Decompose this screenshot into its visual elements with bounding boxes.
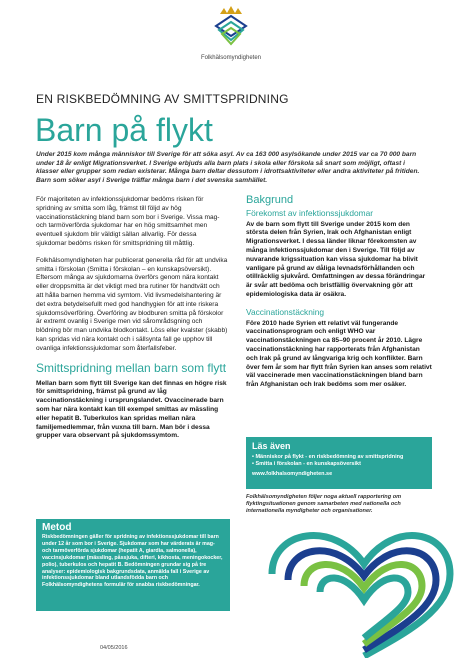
section-heading-bakgrund: Bakgrund [246, 194, 294, 206]
las-aven-website-link[interactable]: www.folkhalsomyndigheten.se [252, 471, 333, 477]
right-paragraph-1: Av de barn som flytt till Sverige under 2015 kom den största delen från Syrien, Irak och Afghanistan enligt Migrationsverket. I dessa länder liknar förekomsten av många infektionssjukdomar den i Sverige. Till följd av nuvarande krigssituation kan vissa sjukdomar ha blivit vanligare på grund av dåliga levnadsförhållanden och otillräcklig sjukvård. Omfattningen av dessa förändringar är svår att bedöma och bristfällig övervakning gör att epidemiologiska data är osäkra. [246, 220, 426, 298]
metod-text: Riskbedömningen gäller för spridning av infektionssjukdomar till barn under 12 år som bor i Sverige. Sjukdomar som har värderats är mag- och tarmöverförda sjukdomar (hepatit A, giardia, salmonella), vaccinsjukdomar (mässling, påssjuka, difteri, kikhosta, meningokocker, polio), tuberkulos och hepatit B. Bedömningen grundar sig på tre analyser: epidemiologisk bakgrundsdata, anmälda fall i Sverige av infektionssjukdomar bland utlandsfödda barn och Folkhälsomyndighetens formulär för snabba riskbedömningar. [42, 534, 223, 589]
crown-heart-logo-icon [206, 4, 256, 54]
footnote-text: Folkhälsomyndigheten följer noga aktuell rapportering om flyktingsituationen genom samarbeten med nationella och internationella myndigheter och organisationer. [246, 494, 402, 514]
las-aven-box [246, 437, 432, 489]
logo [188, 4, 274, 74]
left-paragraph-1: För majoriteten av infektionssjukdomar bedöms risken för spridning av smitta som låg, främst till följd av hög vaccinationstäckning bland barn som bor i Sverige. Vissa mag- och tarmöverförda sjukdomar har en hög smittsamhet men eventuell sjukdom blir väldigt sällan allvarlig. För dessa sjukdomar bedöms risken för smittspridning till måttlig. [36, 196, 220, 247]
subheading-forekomst: Förekomst av infektionssjukdomar [246, 207, 374, 218]
heart-decoration-icon [264, 510, 454, 658]
right-column [246, 196, 432, 398]
page-title: Barn på flykt [35, 112, 213, 148]
las-aven-link-2[interactable]: • Smitta i förskolan - en kunskapsöversikt [252, 461, 361, 467]
ingress-text: Under 2015 kom många människor till Sverige för att söka asyl. Av ca 163 000 asylsökande under 2015 var ca 70 000 barn under 18 år enligt Migrationsverket. I Sverige erbjuds alla barn plats i skola eller förskola så snart som möjligt, oftast i klasser eller grupper som redan existerar. Många barn deltar dessutom i idrottsaktiviteter eller andra aktiviteter på fritiden. Barn som söker asyl i Sverige träffar många barn i det svenska samhället. [36, 151, 420, 184]
section-heading-smittspridning: Smittspridning mellan barn som flytt [36, 360, 227, 375]
metod-heading: Metod [42, 522, 72, 533]
kicker-heading: EN RISKBEDÖMNING AV SMITTSPRIDNING [36, 92, 289, 106]
left-paragraph-3: Mellan barn som flytt till Sverige kan det finnas en högre risk för smittspridning, främst på grund av låg vaccinationstäckning i ursprungslandet. Ovaccinerade barn som har nära kontakt kan till exempel smittas av mässling eller hepatit B. Tuberkulos kan spridas mellan nära familjemedlemmar, från vuxna till barn. Man bör i dessa grupper vara observant på sjukdomssymtom. [36, 379, 227, 440]
metod-box [36, 519, 230, 611]
left-paragraph-2: Folkhälsomyndigheten har publicerat generella råd för att undvika smitta i förskolan (Smitta i förskolan – en kunskapsöversikt). Eftersom många av sjukdomarna överförs genom nära kontakt eller droppsmitta är det viktigt med bra rutiner för handtvätt och att hålla barnen hemma vid symtom. Vid livsmedelshantering är det extra betydelsefullt med god handhygien för att inte riskera sjukdomsöverföring. Överföring av blodburen smitta på förskolor är extremt ovanlig i Sverige men vid sårområdsgning och blödning bör man undvika blodkontakt. Löss eller kvalster (skabb) kan spridas vid nära kontakt och i sällsynta fall ge upphov till ovanliga infektionssjukdomar som återfallsfeber. [36, 256, 228, 352]
publication-date: 04/05/2016 [100, 645, 128, 651]
las-aven-link-1[interactable]: • Människor på flykt - en riskbedömning av smittspridning [252, 454, 404, 460]
left-column [36, 196, 228, 449]
las-aven-heading: Läs även [252, 441, 291, 451]
logo-text: Folkhälsomyndigheten [200, 55, 262, 61]
right-paragraph-2: Före 2010 hade Syrien ett relativt väl fungerande vaccinationsprogram och enligt WHO var vaccinationstäckningen ca 85–90 procent år 2010. Lägre vaccinationstäckning har rapporterats från Afghanistan och Irak på grund av långvariga krig och konflikter. Barn över fem år som har flytt från Syrien kan anses som relativt väl vaccinerade men vaccinationstäckningen bland barn från Afghanistan och Irak bedöms som mer osäker. [246, 319, 432, 389]
subheading-vaccinationstackning: Vaccinationstäckning [246, 306, 325, 317]
